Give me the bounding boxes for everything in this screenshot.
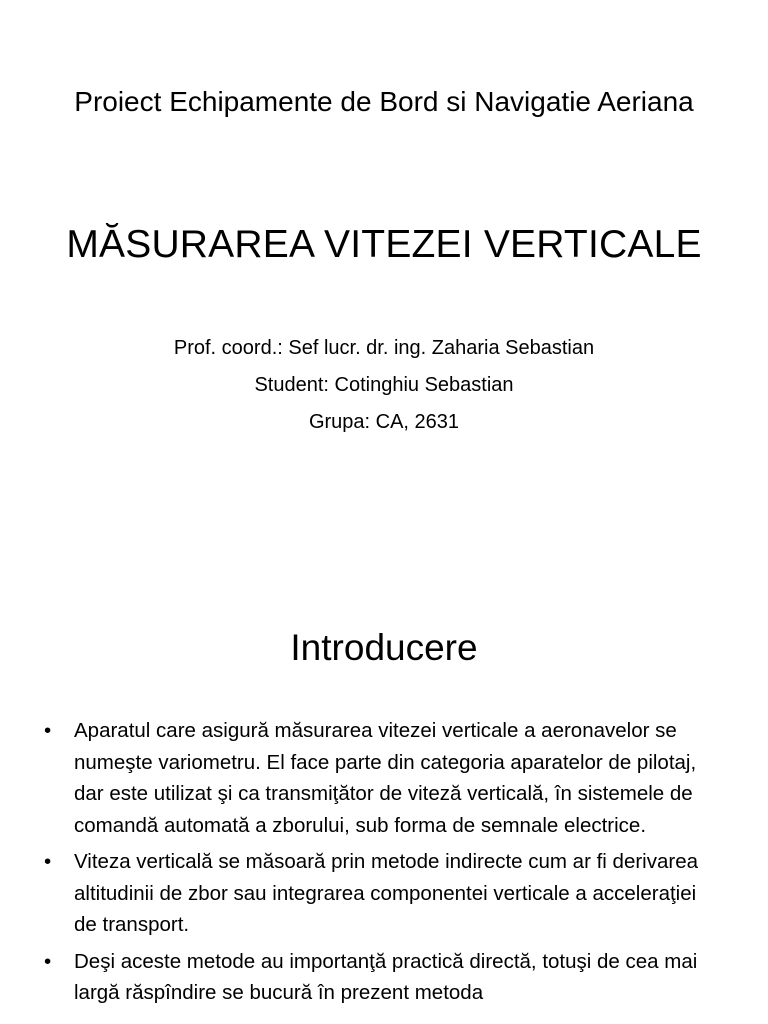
credit-coordinator: Prof. coord.: Sef lucr. dr. ing. Zaharia Sebastian — [173, 337, 595, 359]
presentation-title: MĂSURAREA VITEZEI VERTICALE — [66, 223, 702, 266]
bullet-text: Aparatul care asigură măsurarea vitezei verticale a aeronavelor se numeşte variometru. El face parte din categoria aparatelor de pilotaj, dar este utilizat şi ca transmiţător de viteză verticală, în sistemele de comandă automată a zborului, sub forma de semnale electrice. — [74, 719, 697, 837]
bullet-item — [40, 846, 720, 941]
bullet-item — [40, 715, 720, 841]
intro-slide — [0, 560, 768, 1024]
bullet-text: Deşi aceste metode au importanţă practică directă, totuşi de cea mai largă răspîndire se bucură în prezent metoda — [74, 949, 698, 1004]
project-subtitle: Proiect Echipamente de Bord si Navigatie Aeriana — [74, 86, 694, 117]
bullet-text: Viteza verticală se măsoară prin metode indirecte cum ar fi derivarea altitudinii de zbor sau integrarea componentei verticale a acceleraţiei de transport. — [74, 850, 699, 936]
credit-group: Grupa: CA, 2631 — [308, 411, 460, 433]
bullet-icon: • — [44, 949, 52, 973]
bullet-list — [40, 715, 720, 1014]
credit-student: Student: Cotinghiu Sebastian — [254, 374, 514, 396]
slide-heading: Introducere — [290, 627, 478, 668]
bullet-icon: • — [44, 719, 52, 742]
bullet-item — [40, 946, 720, 1009]
bullet-icon: • — [44, 850, 52, 873]
credits-list — [60, 330, 708, 441]
